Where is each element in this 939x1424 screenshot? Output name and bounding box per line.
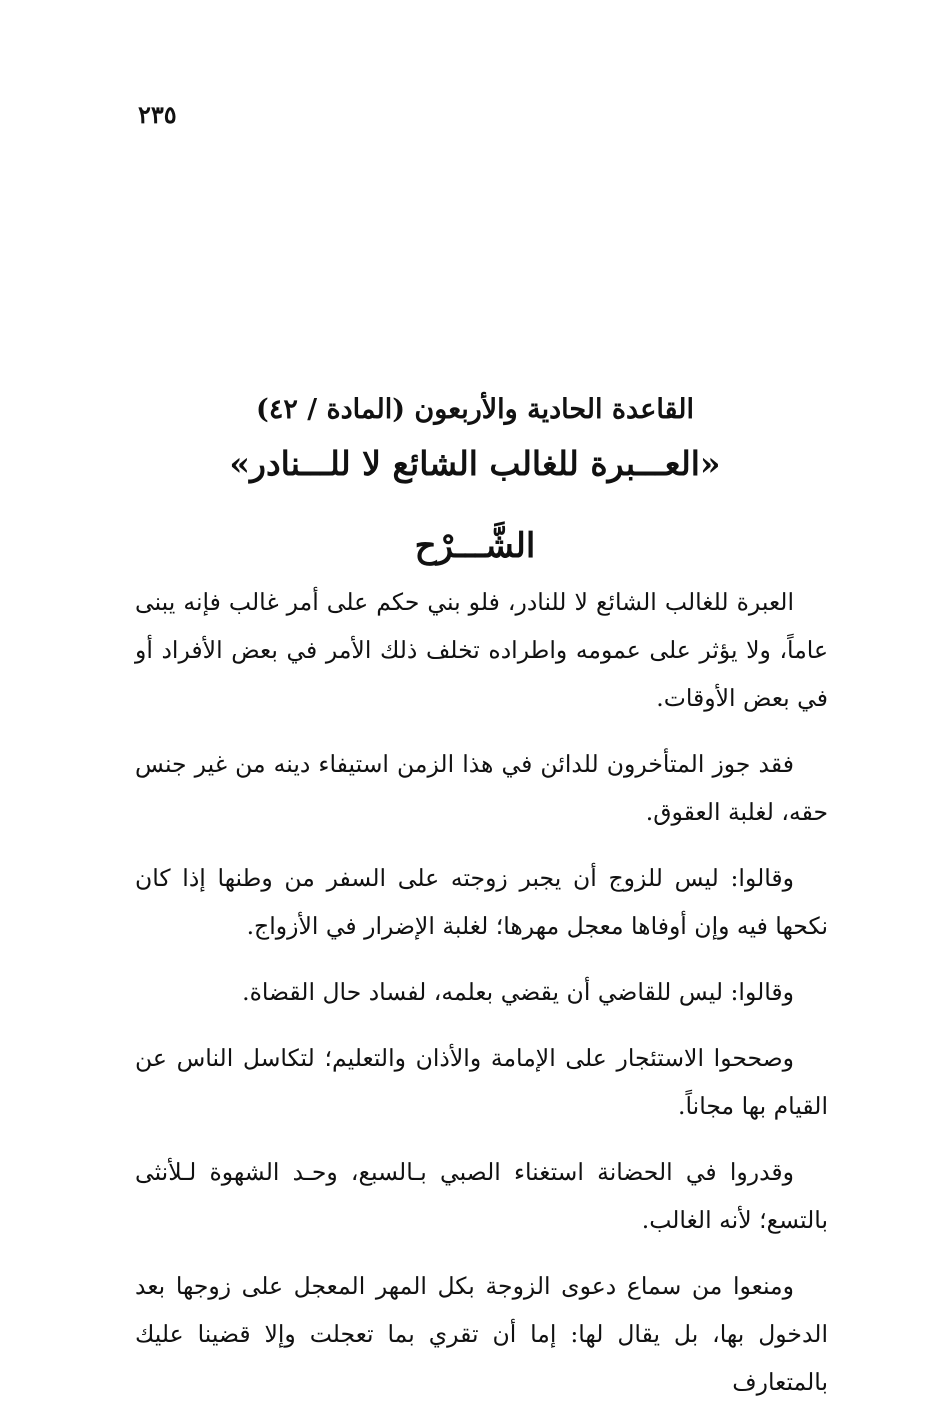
paragraph-6: وقدروا في الحضانة استغناء الصبي بـالسبع، وحـد الشهوة لـلأنثى بالتسع؛ لأنه الغالب.: [135, 1158, 828, 1234]
paragraph-3: وقالوا: ليس للزوج أن يجبر زوجته على السفر من وطنها إذا كان نكحها فيه وإن أوفاها معجل مهرها؛ لغلبة الإضرار في الأزواج.: [135, 864, 828, 940]
paragraph-7: ومنعوا من سماع دعوى الزوجة بكل المهر المعجل على زوجها بعد الدخول بها، بل يقال لها: إما أن تقري بما تعجلت وإلا قضينا عليك بالمتعارف: [135, 1272, 828, 1396]
rule-text: «العـــبرة للغالب الشائع لا للـــنادر»: [229, 444, 721, 483]
paragraph-5: وصححوا الاستئجار على الإمامة والأذان والتعليم؛ لتكاسل الناس عن القيام بها مجاناً.: [135, 1044, 828, 1120]
paragraph-4: وقالوا: ليس للقاضي أن يقضي بعلمه، لفساد حال القضاة.: [242, 978, 794, 1006]
paragraph-2: فقد جوز المتأخرون للدائن في هذا الزمن استيفاء دينه من غير جنس حقه، لغلبة العقوق.: [135, 750, 828, 826]
rule-title: القاعدة الحادية والأربعون (المادة / ٤٢): [256, 394, 694, 425]
paragraph-1: العبرة للغالب الشائع لا للنادر، فلو بني حكم على أمر غالب فإنه يبنى عاماً، ولا يؤثر على عمومه واطراده تخلف ذلك الأمر في بعض الأفراد أو في بعض الأوقات.: [135, 588, 828, 712]
section-title: الشَّـــرْح: [414, 526, 536, 566]
page-number: ٢٣٥: [138, 100, 177, 129]
body-text: [135, 578, 828, 1424]
